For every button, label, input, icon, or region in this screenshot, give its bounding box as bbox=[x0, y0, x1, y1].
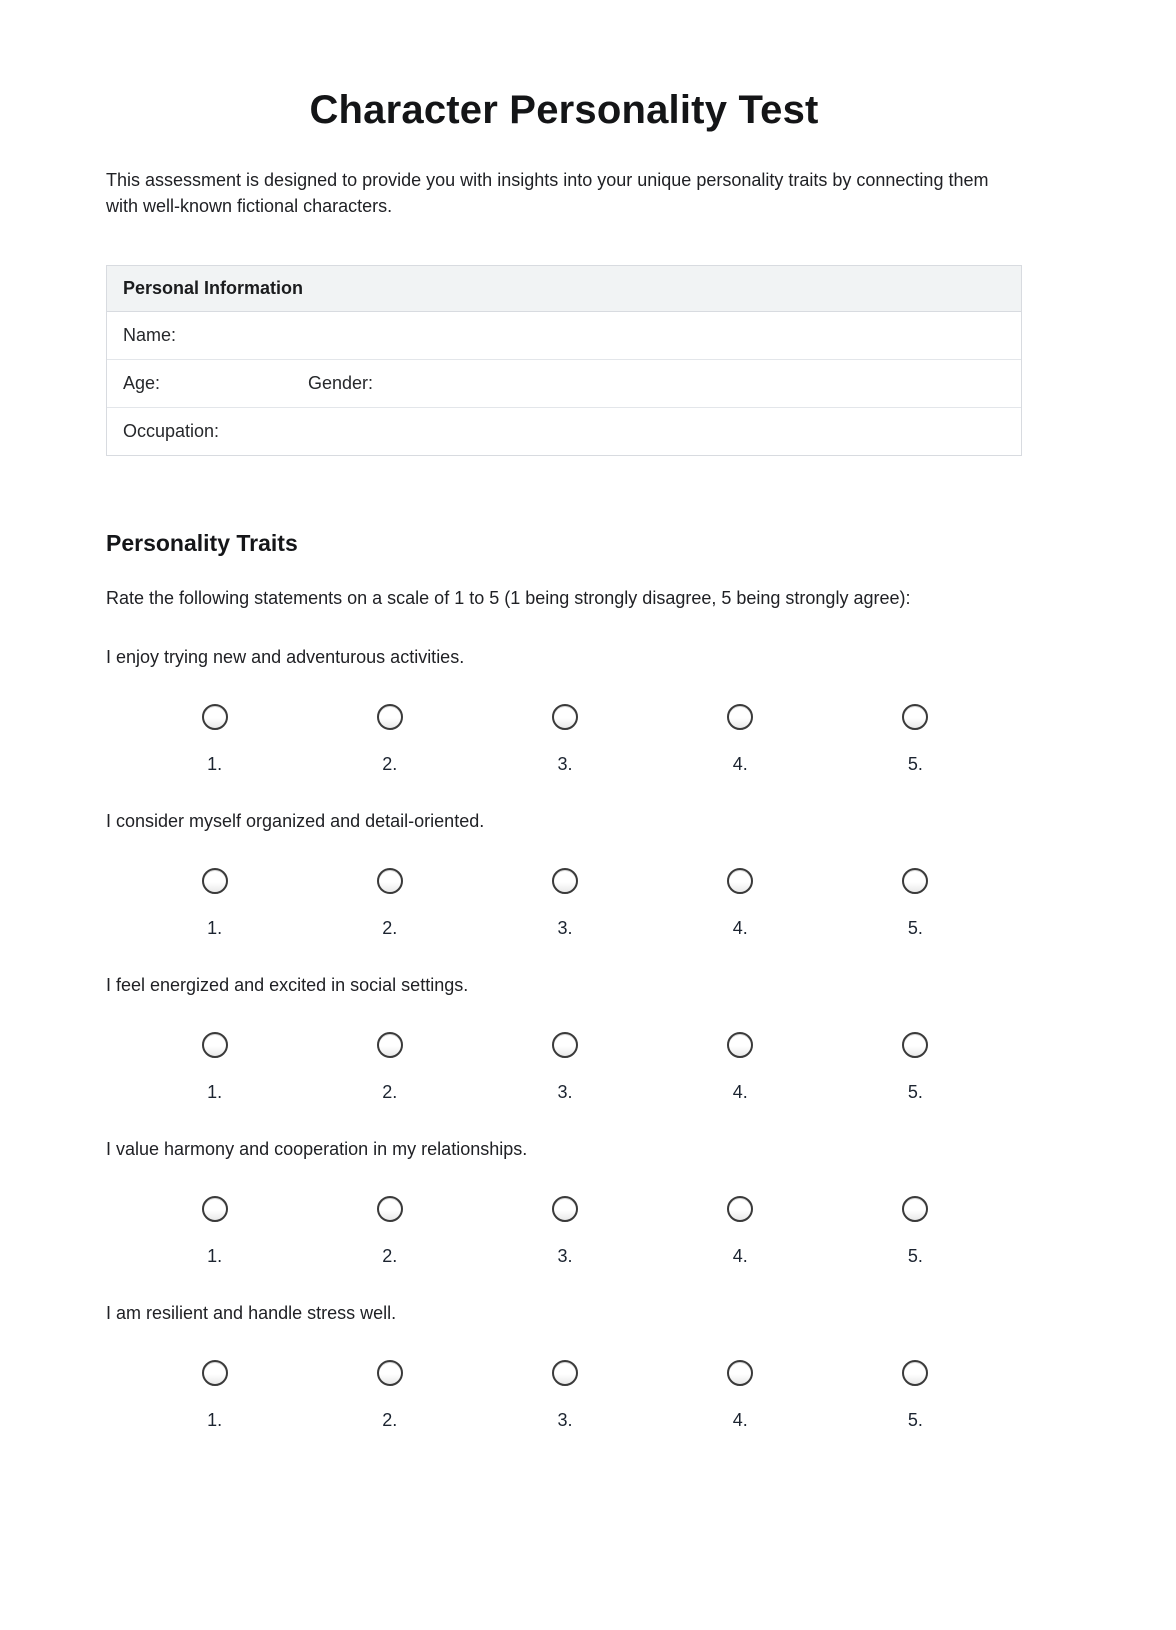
option-1 bbox=[127, 704, 302, 775]
option-4 bbox=[653, 868, 828, 939]
option-label: 3. bbox=[557, 1410, 573, 1430]
rating-scale bbox=[127, 1196, 1003, 1267]
radio-button-4[interactable] bbox=[727, 1360, 753, 1386]
question-2 bbox=[106, 809, 1022, 939]
option-label: 2. bbox=[382, 918, 398, 938]
statement-text: I feel energized and excited in social settings. bbox=[106, 975, 469, 995]
option-label: 4. bbox=[732, 1082, 748, 1102]
gender-label: Gender: bbox=[308, 373, 374, 393]
age-label: Age: bbox=[123, 373, 161, 393]
rating-instructions: Rate the following statements on a scale of 1 to 5 (1 being strongly disagree, 5 being strongly agree): bbox=[106, 588, 911, 608]
radio-button-1[interactable] bbox=[202, 1196, 228, 1222]
rating-scale bbox=[127, 1032, 1003, 1103]
question-5 bbox=[106, 1301, 1022, 1431]
option-label: 5. bbox=[907, 1410, 923, 1430]
option-label: 2. bbox=[382, 754, 398, 774]
radio-button-5[interactable] bbox=[902, 1032, 928, 1058]
option-label: 1. bbox=[207, 1246, 223, 1266]
option-1 bbox=[127, 1196, 302, 1267]
option-label: 5. bbox=[907, 1082, 923, 1102]
option-label: 4. bbox=[732, 1246, 748, 1266]
option-3 bbox=[477, 704, 652, 775]
option-5 bbox=[828, 704, 1003, 775]
statement-text: I enjoy trying new and adventurous activities. bbox=[106, 647, 465, 667]
radio-button-4[interactable] bbox=[727, 868, 753, 894]
radio-button-4[interactable] bbox=[727, 1032, 753, 1058]
radio-button-1[interactable] bbox=[202, 868, 228, 894]
personal-information-table bbox=[106, 265, 1022, 456]
radio-button-2[interactable] bbox=[377, 1032, 403, 1058]
statement-text: I am resilient and handle stress well. bbox=[106, 1303, 397, 1323]
option-5 bbox=[828, 868, 1003, 939]
option-5 bbox=[828, 1196, 1003, 1267]
option-3 bbox=[477, 868, 652, 939]
personality-traits-heading: Personality Traits bbox=[106, 530, 298, 556]
statement-text: I consider myself organized and detail-oriented. bbox=[106, 811, 485, 831]
option-2 bbox=[302, 1196, 477, 1267]
option-3 bbox=[477, 1196, 652, 1267]
radio-button-2[interactable] bbox=[377, 704, 403, 730]
option-4 bbox=[653, 1032, 828, 1103]
radio-button-4[interactable] bbox=[727, 704, 753, 730]
option-label: 3. bbox=[557, 754, 573, 774]
option-label: 3. bbox=[557, 1246, 573, 1266]
statement-text: I value harmony and cooperation in my relationships. bbox=[106, 1139, 528, 1159]
rating-scale bbox=[127, 1360, 1003, 1431]
radio-button-2[interactable] bbox=[377, 868, 403, 894]
personal-information-header: Personal Information bbox=[107, 266, 1021, 312]
option-label: 4. bbox=[732, 1410, 748, 1430]
option-label: 4. bbox=[732, 918, 748, 938]
option-label: 1. bbox=[207, 1082, 223, 1102]
rating-scale bbox=[127, 704, 1003, 775]
radio-button-4[interactable] bbox=[727, 1196, 753, 1222]
radio-button-5[interactable] bbox=[902, 1360, 928, 1386]
age-gender-row[interactable] bbox=[107, 360, 1021, 408]
question-3 bbox=[106, 973, 1022, 1103]
option-label: 3. bbox=[557, 918, 573, 938]
occupation-label: Occupation: bbox=[123, 421, 220, 441]
option-2 bbox=[302, 704, 477, 775]
option-label: 5. bbox=[907, 1246, 923, 1266]
radio-button-5[interactable] bbox=[902, 704, 928, 730]
occupation-row[interactable] bbox=[107, 408, 1021, 455]
option-3 bbox=[477, 1360, 652, 1431]
radio-button-5[interactable] bbox=[902, 868, 928, 894]
option-2 bbox=[302, 1360, 477, 1431]
option-1 bbox=[127, 1360, 302, 1431]
document-page bbox=[106, 0, 1022, 1431]
option-label: 1. bbox=[207, 754, 223, 774]
radio-button-3[interactable] bbox=[552, 868, 578, 894]
option-4 bbox=[653, 1360, 828, 1431]
radio-button-3[interactable] bbox=[552, 1360, 578, 1386]
name-row[interactable] bbox=[107, 312, 1021, 360]
option-4 bbox=[653, 704, 828, 775]
option-3 bbox=[477, 1032, 652, 1103]
option-1 bbox=[127, 868, 302, 939]
name-label: Name: bbox=[123, 325, 177, 345]
radio-button-2[interactable] bbox=[377, 1196, 403, 1222]
radio-button-3[interactable] bbox=[552, 1196, 578, 1222]
radio-button-5[interactable] bbox=[902, 1196, 928, 1222]
radio-button-1[interactable] bbox=[202, 1032, 228, 1058]
radio-button-3[interactable] bbox=[552, 1032, 578, 1058]
radio-button-1[interactable] bbox=[202, 704, 228, 730]
option-5 bbox=[828, 1032, 1003, 1103]
radio-button-2[interactable] bbox=[377, 1360, 403, 1386]
option-4 bbox=[653, 1196, 828, 1267]
option-label: 4. bbox=[732, 754, 748, 774]
radio-button-1[interactable] bbox=[202, 1360, 228, 1386]
option-2 bbox=[302, 1032, 477, 1103]
option-label: 2. bbox=[382, 1246, 398, 1266]
rating-scale bbox=[127, 868, 1003, 939]
page-title: Character Personality Test bbox=[309, 88, 819, 132]
option-label: 5. bbox=[907, 918, 923, 938]
option-label: 5. bbox=[907, 754, 923, 774]
option-label: 2. bbox=[382, 1410, 398, 1430]
option-2 bbox=[302, 868, 477, 939]
question-4 bbox=[106, 1137, 1022, 1267]
option-5 bbox=[828, 1360, 1003, 1431]
question-1 bbox=[106, 645, 1022, 775]
option-label: 2. bbox=[382, 1082, 398, 1102]
option-label: 3. bbox=[557, 1082, 573, 1102]
option-label: 1. bbox=[207, 1410, 223, 1430]
option-label: 1. bbox=[207, 918, 223, 938]
intro-paragraph: This assessment is designed to provide you with insights into your unique personality traits by connecting them with well-known fictional characters. bbox=[106, 170, 989, 216]
radio-button-3[interactable] bbox=[552, 704, 578, 730]
option-1 bbox=[127, 1032, 302, 1103]
